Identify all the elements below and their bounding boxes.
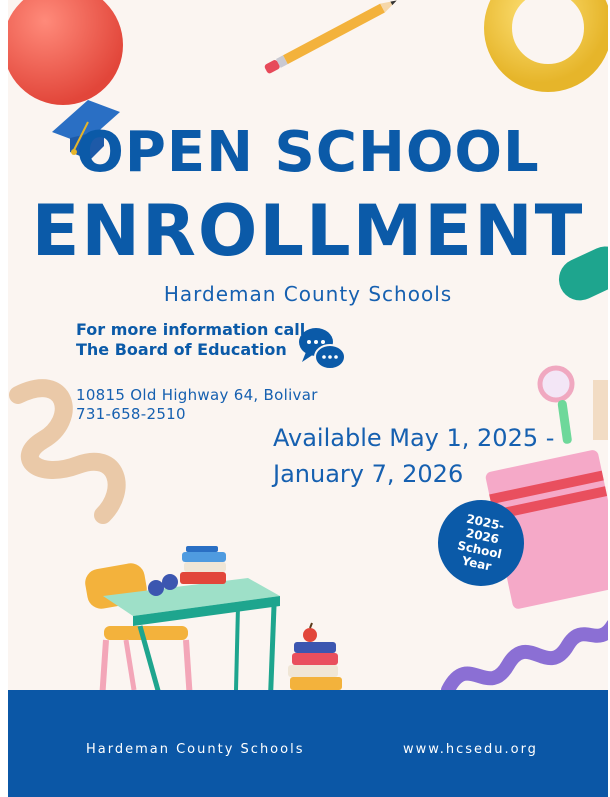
phone: 731-658-2510 — [76, 405, 186, 423]
title-line-2: ENROLLMENT — [31, 190, 585, 272]
flyer — [8, 0, 608, 797]
yellow-ring — [498, 0, 598, 78]
beige-block — [593, 380, 608, 440]
availability-dates: Available May 1, 2025 - January 7, 2026 — [273, 424, 555, 488]
title-line-1: OPEN SCHOOL — [76, 120, 540, 185]
badge-text: 2025-2026 School Year — [456, 511, 506, 574]
subtitle: Hardeman County Schools — [163, 282, 453, 306]
apple-icon — [303, 623, 317, 642]
footer-org: Hardeman County Schools — [86, 742, 305, 757]
purple-squiggle — [448, 625, 608, 690]
pencil-icon — [264, 0, 399, 74]
address: 10815 Old Highway 64, Bolivar — [76, 386, 318, 404]
info-heading: For more information call The Board of Education — [76, 320, 306, 359]
footer-website[interactable]: www.hcsedu.org — [403, 742, 538, 757]
red-ball — [8, 0, 123, 105]
book-stack-desk — [180, 546, 226, 584]
